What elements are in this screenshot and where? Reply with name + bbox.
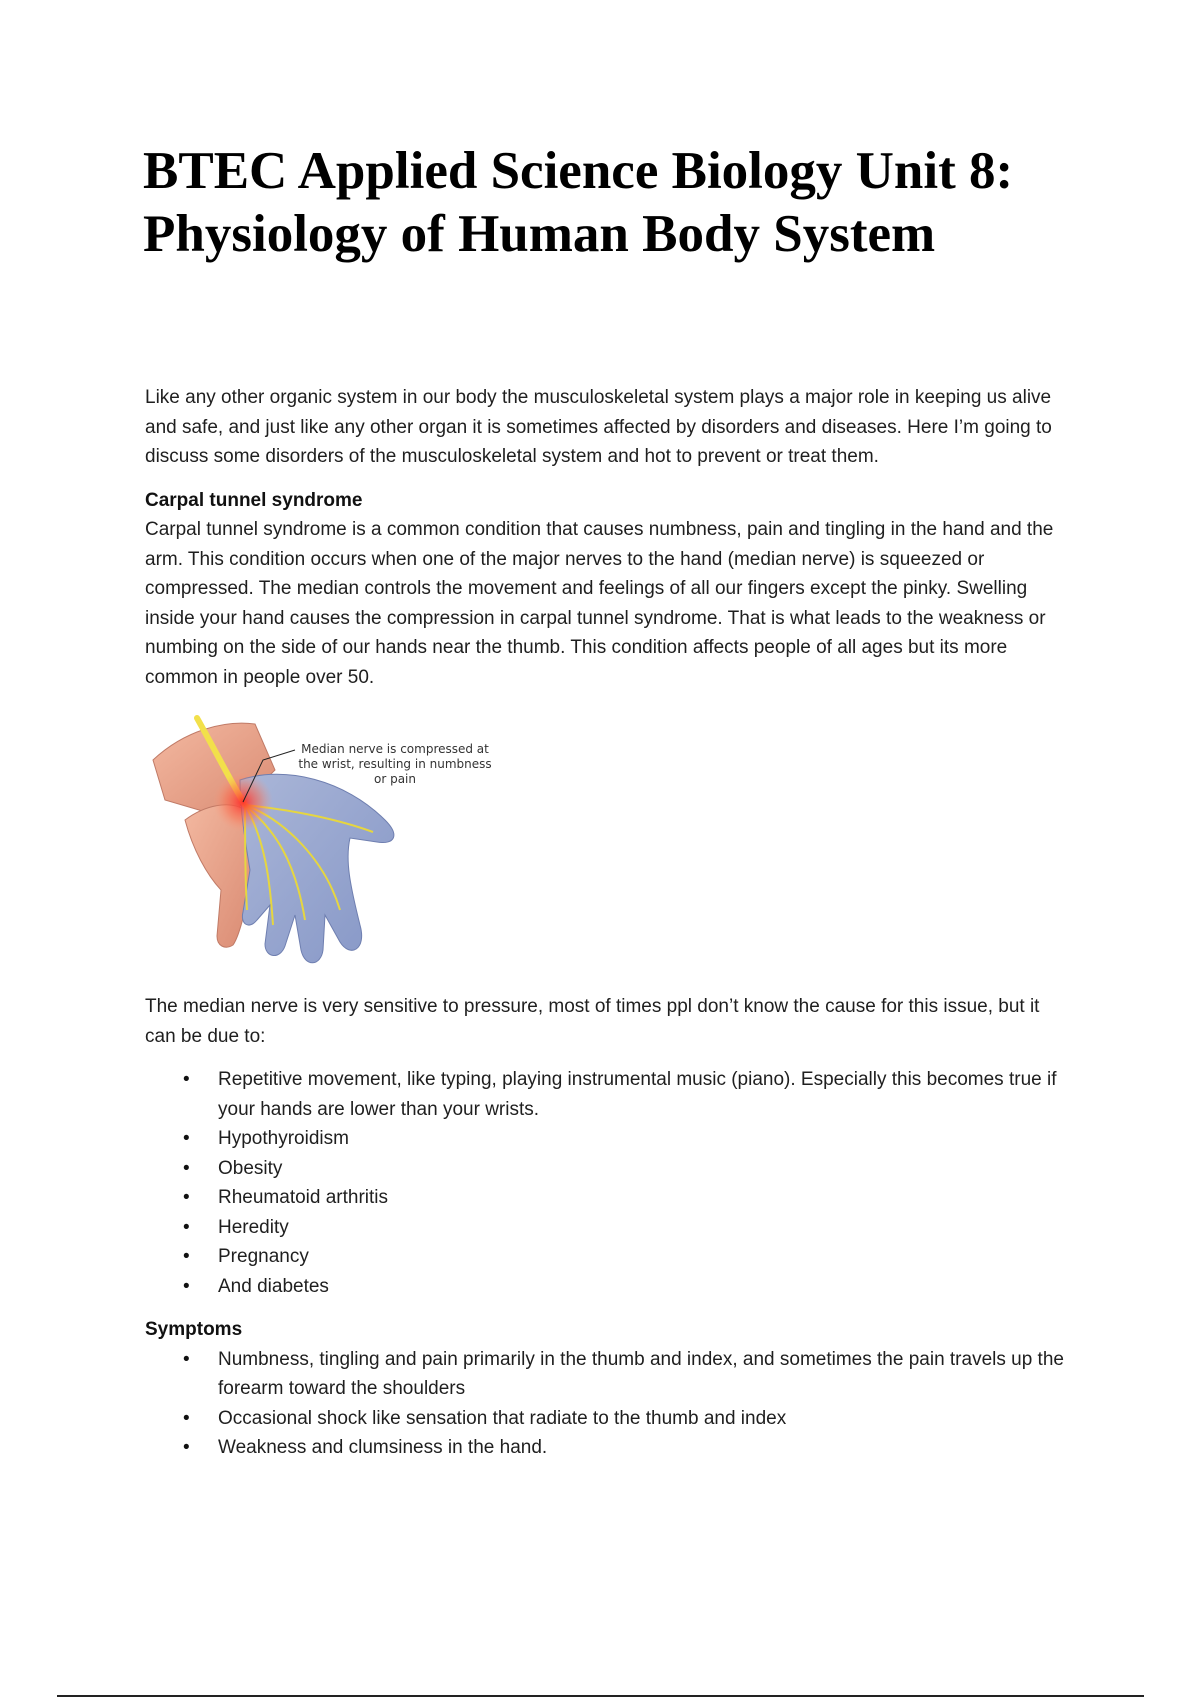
- document-body: [145, 383, 1065, 1477]
- list-item: • Repetitive movement, like typing, playing instrumental music (piano). Especially this becomes true if your hands are lower than your wrists.: [145, 1065, 1065, 1124]
- list-item: • Obesity: [145, 1154, 1065, 1184]
- figure-caption-label: Median nerve is compressed at the wrist, resulting in numbness or pain: [298, 742, 492, 786]
- list-item: • Occasional shock like sensation that radiate to the thumb and index: [145, 1404, 1065, 1434]
- list-item: • Heredity: [145, 1213, 1065, 1243]
- intro-paragraph: Like any other organic system in our body the musculoskeletal system plays a major role in keeping us alive and safe, and just like any other organ it is sometimes affected by disorders and diseases. Here I’m going to discuss some disorders of the musculoskeletal system and hot to prevent or treat them.: [145, 387, 1052, 467]
- section-heading-carpal-tunnel: Carpal tunnel syndrome: [145, 489, 363, 511]
- causes-intro-paragraph: The median nerve is very sensitive to pressure, most of times ppl don’t know the cause for this issue, but it can be due to:: [145, 996, 1040, 1047]
- section-heading-symptoms: Symptoms: [145, 1319, 243, 1340]
- page-bottom-divider: [57, 1695, 1144, 1697]
- carpal-tunnel-paragraph: Carpal tunnel syndrome is a common condition that causes numbness, pain and tingling in the hand and the arm. This condition occurs when one of the major nerves to the hand (median nerve) is squeezed or compressed. The median controls the movement and feelings of all our fingers except the pinky. Swelling inside your hand causes the compression in carpal tunnel syndrome. That is what leads to the weakness or numbing on the side of our hands near the thumb. This condition affects people of all ages but its more common in people over 50.: [145, 519, 1054, 688]
- causes-list: [145, 1065, 1065, 1301]
- hand-nerve-illustration: [145, 710, 495, 972]
- symptoms-list: [145, 1345, 1065, 1463]
- list-item: • And diabetes: [145, 1272, 1065, 1302]
- list-item: • Hypothyroidism: [145, 1124, 1065, 1154]
- document-title: BTEC Applied Science Biology Unit 8: Physiology of Human Body System: [143, 142, 1014, 263]
- list-item: • Numbness, tingling and pain primarily in the thumb and index, and sometimes the pain travels up the forearm toward the shoulders: [145, 1345, 1065, 1404]
- list-item: • Rheumatoid arthritis: [145, 1183, 1065, 1213]
- list-item: • Weakness and clumsiness in the hand.: [145, 1433, 1065, 1463]
- list-item: • Pregnancy: [145, 1242, 1065, 1272]
